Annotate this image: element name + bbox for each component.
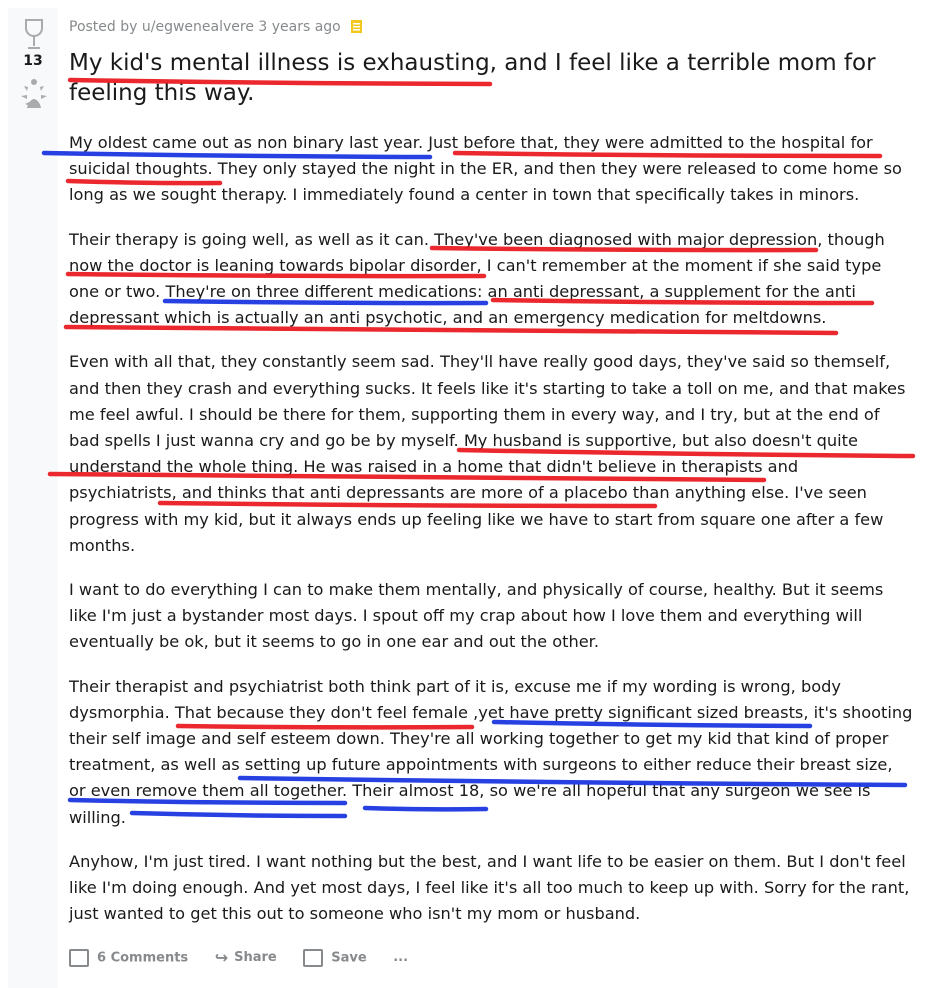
bookmark-icon [303,949,323,967]
comments-button[interactable] [69,949,188,967]
posted-by-text[interactable]: Posted by u/egwenealvere 3 years ago [69,19,341,35]
body-line: long as we sought therapy. I immediately found a center in town that specifically takes in minors. [69,185,860,205]
body-paragraph [69,227,915,332]
award-cup-icon[interactable] [22,18,46,52]
body-line: Their therapist and psychiatrist both think part of it is, excuse me if my wording is wrong, body [69,676,841,696]
share-label: Share [234,950,277,965]
body-line: My oldest came out as non binary last year. Just before that, they were admitted to the hospital for [69,133,873,152]
body-line: eventually be ok, but it seems to go in one ear and out the other. [69,632,599,652]
body-line: Even with all that, they constantly seem sad. They'll have really good days, they've said so themself, [69,352,891,372]
body-line: understand the whole thing. He was raised in a home that didn't believe in therapists and [69,457,799,477]
post-footer [69,948,430,978]
body-line: suicidal thoughts. They only stayed the night in the ER, and then they were released to come home so [69,159,902,179]
post-card [8,8,934,988]
post-title: My kid's mental illness is exhausting, and I feel like a terrible mom for feeling this way. [69,50,876,106]
vote-bar [8,8,58,988]
save-label: Save [331,950,367,965]
share-button[interactable] [215,948,277,967]
post-meta [69,19,362,35]
share-icon: ↪ [214,948,229,967]
archived-box-icon [351,20,362,33]
body-line: just wanted to get this out to someone who isn't my mom or husband. [69,904,641,924]
body-line: months. [69,535,136,555]
body-line: now the doctor is leaning towards bipolar disorder, I can't remember at the moment if she said type [69,255,882,275]
body-line: dysmorphia. That because they don't feel female ,yet have pretty significant sized breasts, it's shooting [69,702,913,722]
body-paragraph [69,130,915,209]
body-line: I want to do everything I can to make them mentally, and physically of course, healthy. But it seems [69,580,884,600]
body-paragraph [69,577,915,656]
vote-score: 13 [23,53,43,69]
comment-icon [69,949,89,967]
body-line: psychiatrists, and thinks that anti depressants are more of a placebo than anything else. I've seen [69,483,867,503]
body-line: one or two. They're on three different medications: an anti depressant, a supplement for the anti [69,282,856,302]
body-line: treatment, as well as setting up future appointments with surgeons to either reduce their breast size, [69,755,893,775]
post-body [69,130,915,945]
body-line: or even remove them all together. Their almost 18, so we're all hopeful that any surgeon we see is [69,781,871,801]
body-line: Anyhow, I'm just tired. I want nothing but the best, and I want life to be easier on them. But I don't feel [69,851,906,871]
save-button[interactable] [303,949,366,967]
body-paragraph [69,674,915,831]
body-paragraph [69,349,915,559]
angry-face-icon[interactable] [19,78,49,110]
body-paragraph [69,849,915,928]
body-line: like I'm just a bystander most days. I spout off my crap about how I love them and everything will [69,606,863,626]
body-line: willing. [69,807,126,827]
more-options-button[interactable]: ... [393,950,409,965]
body-line: bad spells I just wanna cry and go be by myself. My husband is supportive, but also doesn't quite [69,431,858,451]
comments-label: 6 Comments [97,950,189,965]
body-line: like I'm doing enough. And yet most days, I feel like it's all too much to keep up with. Sorry for the rant, [69,878,910,898]
body-line: and then they crash and everything sucks. It feels like it's starting to take a toll on me, and that makes [69,378,906,398]
body-line: progress with my kid, but it always ends up feeling like we have to start from square one after a few [69,509,884,529]
body-line: me feel awful. I should be there for them, supporting them in every way, and I try, but at the end of [69,404,880,424]
body-line: Their therapy is going well, as well as it can. They've been diagnosed with major depression, though [69,229,885,249]
body-line: depressant which is actually an anti psychotic, and an emergency medication for meltdowns. [69,308,827,328]
body-line: their self image and self esteem down. They're all working together to get my kid that kind of proper [69,729,889,749]
